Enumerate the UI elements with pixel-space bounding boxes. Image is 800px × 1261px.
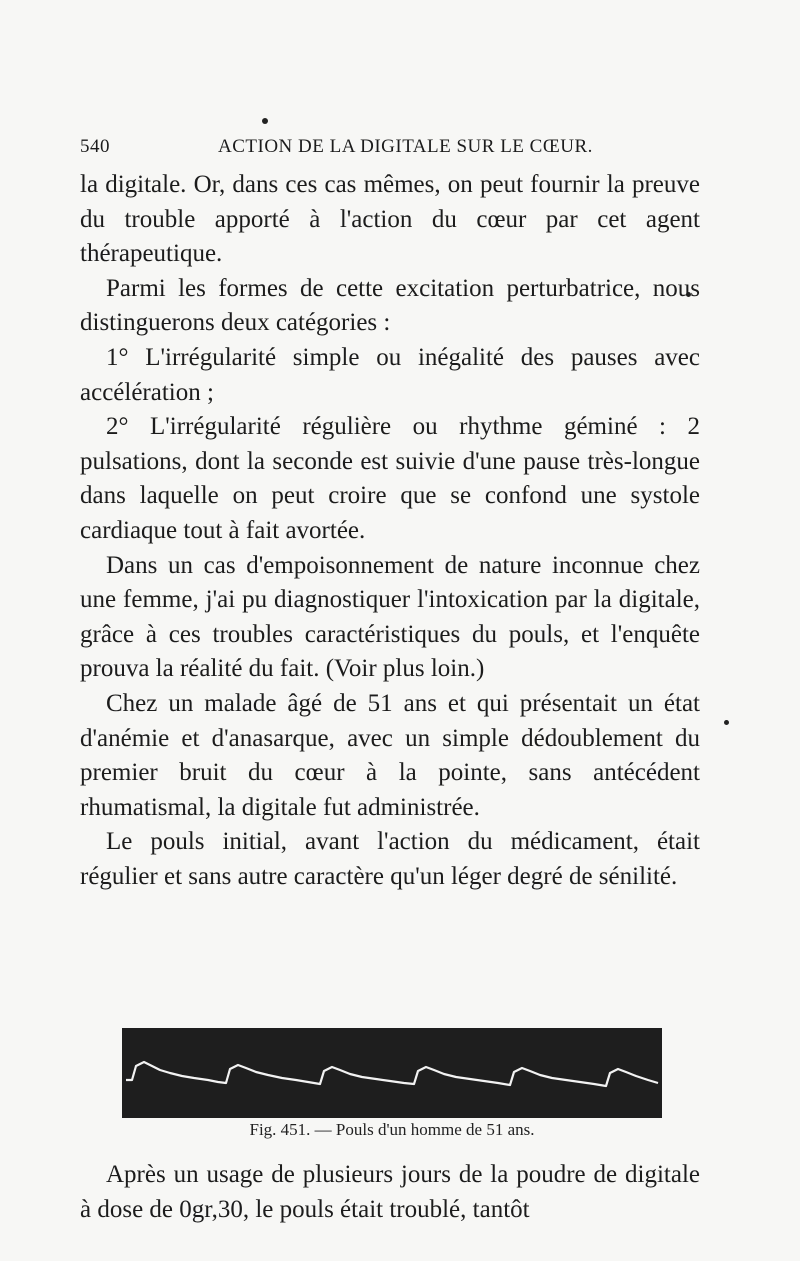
paragraph: Chez un malade âgé de 51 ans et qui présentait un état d'anémie et d'anasarque, avec un simple dédoublement du premier bruit du cœur à la pointe, sans antécédent rhumatismal, la digitale fut administrée. [80,689,700,821]
paragraph: 1° L'irrégularité simple ou inégalité des pauses avec accélération ; [80,343,700,406]
paragraph: Après un usage de plusieurs jours de la poudre de digitale à dose de 0gr,30, le pouls était troublé, tantôt [80,1161,700,1223]
main-text [80,168,700,894]
pulse-tracing [122,1028,662,1118]
paragraph: 2° L'irrégularité régulière ou rhythme géminé : 2 pulsations, dont la seconde est suivie d'une pause très-longue dans laquelle on peut croire que se confond une systole cardiaque tout à fait avortée. [80,413,700,544]
main-text-continued [80,1158,700,1227]
paragraph: Dans un cas d'empoisonnement de nature inconnue chez une femme, j'ai pu diagnostiquer l'intoxication par la digitale, grâce à ces troubles caractéristiques du pouls, et l'enquête prouva la réalité du fait. (Voir plus loin.) [80,551,700,683]
running-header [80,136,700,164]
tracing-background [122,1028,662,1118]
running-title: ACTION DE LA DIGITALE SUR LE CŒUR. [218,136,593,157]
print-speck [724,720,729,725]
paragraph: la digitale. Or, dans ces cas mêmes, on peut fournir la preuve du trouble apporté à l'action du cœur par cet agent thérapeutique. [80,171,700,268]
paragraph: Le pouls initial, avant l'action du médicament, était régulier et sans autre caractère qu'un léger degré de sénilité. [80,828,700,890]
pulse-tracing-figure [122,1028,662,1118]
paragraph: Parmi les formes de cette excitation perturbatrice, nous distinguerons deux catégories : [80,274,700,337]
print-speck [262,118,268,124]
figure-caption: Fig. 451. — Pouls d'un homme de 51 ans. [249,1120,535,1139]
page-number: 540 [80,136,110,157]
